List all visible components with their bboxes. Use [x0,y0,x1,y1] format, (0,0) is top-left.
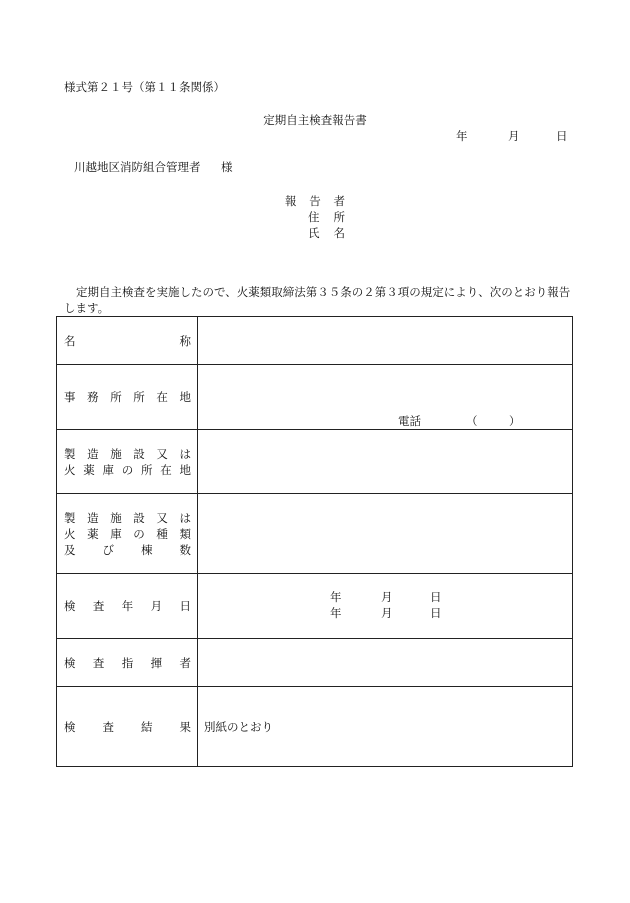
date-month-label: 月 [381,606,393,620]
row-inspection-date [57,574,573,639]
name-field-value[interactable] [198,317,573,365]
label-line: 名称 [64,333,191,348]
label-line: 火薬庫の種類 [64,526,191,541]
form-number: 様式第２１号（第１１条関係） [64,80,225,94]
inspection-result-text: 別紙のとおり [204,719,273,734]
phone-area-code-open: （ [466,414,478,428]
report-table [56,316,573,767]
facility-type-field-value[interactable] [198,494,573,574]
office-address-field-label [57,365,198,430]
label-line: 検査結果 [64,719,191,734]
row-facility-location [57,430,573,494]
label-line: 製造施設又は [64,510,191,525]
label-line: 及び棟数 [64,542,191,557]
facility-location-field-value[interactable] [198,430,573,494]
date-year-label: 年 [330,590,342,604]
document-title: 定期自主検査報告書 [263,113,367,127]
inspection-result-field-value[interactable] [198,687,573,767]
name-field-label [57,317,198,365]
facility-type-field-label [57,494,198,574]
intro-text: 定期自主検査を実施したので、火薬類取締法第３５条の２第３項の規定により、次のとおり報告します。 [64,285,571,315]
inspection-supervisor-field-label [57,639,198,687]
reporter-label: 報告者 [285,194,345,208]
label-line: 検査指揮者 [64,655,191,670]
recipient-suffix: 様 [221,160,233,174]
row-inspection-result [57,687,573,767]
date-day-label: 日 [430,590,442,604]
inspection-date-field-label [57,574,198,639]
inspection-result-field-label [57,687,198,767]
reporter-address-label: 住所 [308,210,345,224]
date-month-label: 月 [508,129,520,143]
date-day-label: 日 [556,129,568,143]
row-facility-type [57,494,573,574]
row-name [57,317,573,365]
row-inspection-supervisor [57,639,573,687]
addressee: 川越地区消防組合管理者 [74,160,201,174]
reporter-name-label: 氏名 [308,226,345,240]
inspection-date-field-value[interactable] [198,574,573,639]
inspection-supervisor-field-value[interactable] [198,639,573,687]
date-year-label: 年 [330,606,342,620]
row-office-address [57,365,573,430]
office-address-field-value[interactable] [198,365,573,430]
date-month-label: 月 [381,590,393,604]
label-line: 製造施設又は [64,446,191,461]
date-year-label: 年 [456,129,468,143]
label-line: 火薬庫の所在地 [64,462,191,477]
phone-label: 電話 [398,414,421,428]
label-line: 事務所所在地 [64,390,191,404]
date-day-label: 日 [430,606,442,620]
facility-location-field-label [57,430,198,494]
label-line: 検査年月日 [64,599,191,613]
phone-area-code-close: ） [509,414,521,428]
